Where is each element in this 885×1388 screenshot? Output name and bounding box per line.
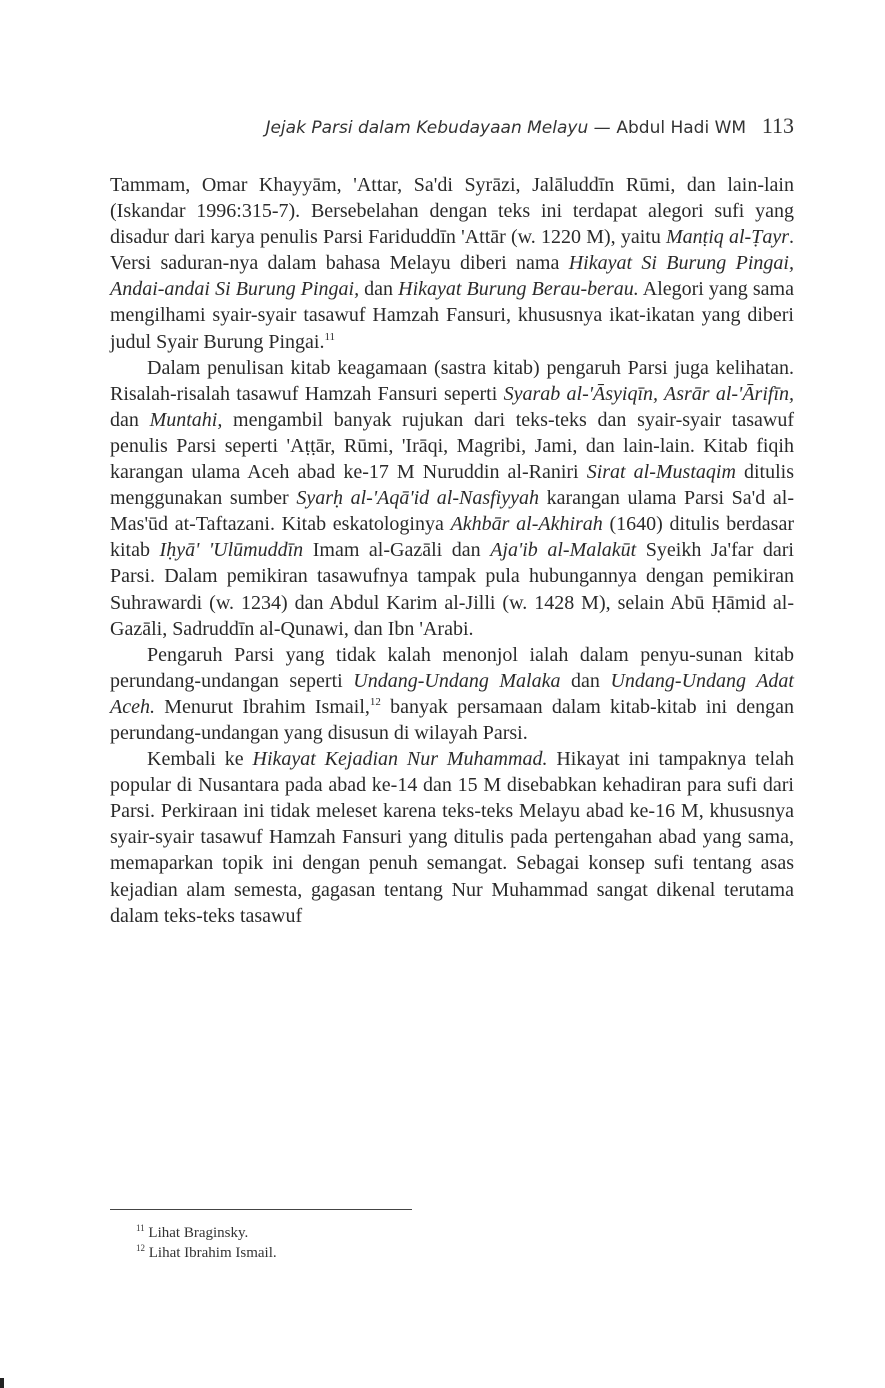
footnote-12 [136,1243,736,1263]
p4-italic-1: Hikayat Kejadian Nur Muhammad. [252,748,548,771]
p2-text-4: ditulis menggunakan sumber [110,461,794,510]
running-author: Abdul Hadi WM [616,118,747,138]
footnotes [136,1223,736,1263]
page-number: 113 [761,113,794,138]
body-text [110,172,794,929]
footnote-11 [136,1223,736,1243]
p4-text-2: Hikayat ini tampaknya telah popular di Nusantara pada abad ke-14 dan 15 M disebabkan kehadiran para sufi dari Parsi. Perkiraan ini tidak meleset karena teks-teks Melayu abad ke-16 M, khususnya syair-syair tasawuf Hamzah Fansuri yang ditulis pada pertengahan abad yang sama, memaparkan topik ini dengan penuh semangat. Sebagai konsep sufi tentang asas kejadian alam semesta, gagasan tentang Nur Muhammad sangat dikenal terutama dalam teks-teks tasawuf [110,748,794,927]
running-header [110,113,794,139]
paragraph-2 [110,355,794,642]
paragraph-3 [110,642,794,746]
footnote-ref-11: 11 [324,330,336,343]
footnote-text: Lihat Braginsky. [148,1225,249,1241]
footnote-ref-12: 12 [369,695,381,708]
p2-text-7: Imam al-Gazāli dan [303,539,491,562]
scan-edge-mark [0,1378,4,1388]
p2-text-8: Syeikh Ja'far dari Parsi. Dalam pemikiran tasawufnya tampak pula hubungannya dengan pemikiran Suhrawardi (w. 1234) dan Abdul Karim al-Jilli (w. 1428 M), selain Abū Ḥāmid al-Gazāli, Sadruddīn al-Qunawi, dan Ibn 'Arabi. [110,539,794,640]
p2-italic-2: Muntahi, [149,408,223,431]
p2-italic-4: Syarḥ al-'Aqā'id al-Nasfiyyah [296,487,539,510]
p3-text-1: Pengaruh Parsi yang tidak kalah menonjol ialah dalam penyu-sunan kitab perundang-undangan seperti [110,643,794,692]
p1-text-1: Tammam, Omar Khayyām, 'Attar, Sa'di Syrāzi, Jalāluddīn Rūmi, dan lain-lain (Iskandar 1996:315-7). Bersebelahan dengan teks ini terdapat alegori sufi yang disadur dari karya penulis Parsi Fariduddīn 'Attār (w. 1220 M), yaitu [110,174,794,249]
p2-italic-6: Iḥyā' 'Ulūmuddīn [159,539,304,562]
footnote-divider [110,1209,412,1210]
p1-italic-1: Manṭiq al-Ṭayr [666,226,789,249]
p2-italic-5: Akhbār al-Akhirah [450,513,603,536]
p1-text-4: Alegori yang sama mengilhami syair-syair tasawuf Hamzah Fansuri, khususnya ikat-ikatan yang diberi judul Syair Burung Pingai. [110,278,794,353]
footnote-number: 11 [136,1223,145,1233]
p1-italic-2: Hikayat Si Burung Pingai, Andai-andai Si Burung Pingai, [110,252,794,301]
p1-italic-3: Hikayat Burung Berau-berau. [398,278,639,301]
p3-text-4: banyak persamaan dalam kitab-kitab ini dengan perundang-undangan yang disusun di wilayah Parsi. [110,695,795,744]
p2-text-6: (1640) ditulis berdasar kitab [110,513,794,562]
p2-italic-1: Syarab al-'Āsyiqīn, Asrār al-'Ārifīn, [503,382,794,405]
paragraph-4 [110,746,794,929]
p2-text-1: Dalam penulisan kitab keagamaan (sastra kitab) pengaruh Parsi juga kelihatan. Risalah-risalah tasawuf Hamzah Fansuri seperti [110,356,794,405]
paragraph-1 [110,172,794,355]
p3-italic-2: Undang-Undang Adat Aceh. [110,669,794,718]
p2-text-5: karangan ulama Parsi Sa'd al-Mas'ūd at-Taftazani. Kitab eskatologinya [110,487,794,536]
p3-text-3: Menurut Ibrahim Ismail, [154,695,370,718]
p2-italic-3: Sirat al-Mustaqim [586,461,736,484]
p1-text-3: dan [359,278,399,301]
p1-text-2: . Versi saduran-nya dalam bahasa Melayu diberi nama [110,226,794,275]
p2-text-3: mengambil banyak rujukan dari teks-teks dan syair-syair tasawuf penulis Parsi seperti 'Aṭṭār, Rūmi, 'Irāqi, Magribi, Jami, dan lain-lain. Kitab fiqih karangan ulama Aceh abad ke-17 M Nuruddin al-Raniri [110,408,794,484]
p2-italic-7: Aja'ib al-Malakūt [490,539,637,562]
p2-text-2: dan [110,408,150,431]
footnote-text: Lihat Ibrahim Ismail. [148,1245,277,1261]
p3-text-2: dan [560,669,611,692]
footnote-number: 12 [136,1243,145,1253]
p4-text-1: Kembali ke [147,748,253,771]
p3-italic-1: Undang-Undang Malaka [353,669,561,692]
running-title: Jejak Parsi dalam Kebudayaan Melayu — [265,118,611,138]
